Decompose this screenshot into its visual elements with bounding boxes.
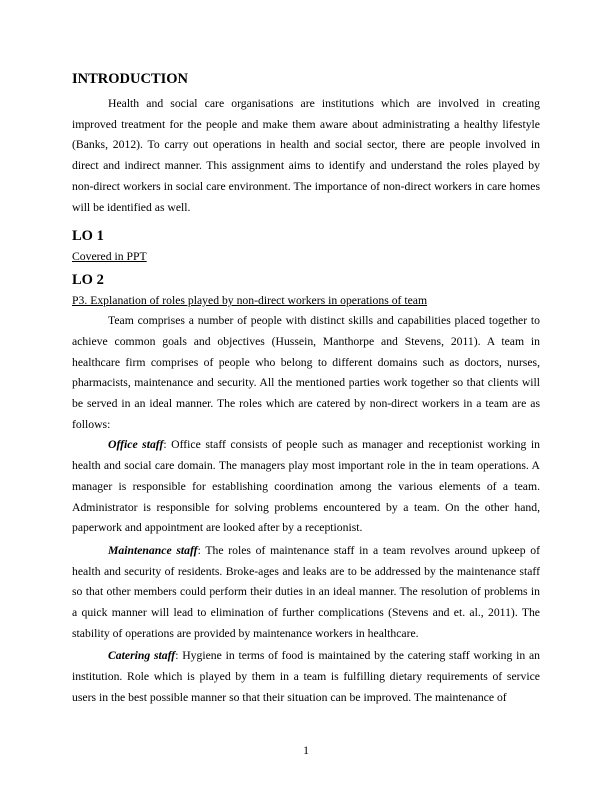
catering-staff-paragraph (72, 646, 540, 708)
office-staff-text: : Office staff consists of people such as manager and receptionist working in health and social care domain. The managers play most important role in the in team operations. A manager is responsible for establishing coordination among the various elements of a team. Administrator is responsible for solving problems encountered by a team. On the other hand, paperwork and appointment are looked after by a receptionist. (72, 438, 540, 535)
lo1-note: Covered in PPT (72, 250, 147, 264)
maintenance-staff-paragraph (72, 541, 540, 645)
lo2-heading: LO 2 (72, 272, 104, 289)
introduction-paragraph: Health and social care organisations are institutions which are involved in creating improved treatment for the people and make them aware about administrating a healthy lifestyle (Banks, 2012). To carry out operations in health and social sector, there are people involved in direct and indirect manner. This assignment aims to identify and understand the roles played by non-direct workers in social care environment. The importance of non-direct workers in care homes will be identified as well. (72, 97, 540, 214)
page-number: 1 (303, 744, 309, 757)
introduction-heading: INTRODUCTION (72, 71, 189, 87)
team-paragraph: Team comprises a number of people with distinct skills and capabilities placed together to achieve common goals and objectives (Hussein, Manthorpe and Stevens, 2011). A team in healthcare firm comprises of people who belong to different domains such as doctors, nurses, pharmacists, maintenance and security. All the mentioned parties work together so that clients will be served in an ideal manner. The roles which are catered by non-direct workers in a team are as follows: (72, 314, 540, 431)
document-page (72, 70, 540, 709)
p3-subheading: P3. Explanation of roles played by non-direct workers in operations of team (72, 294, 428, 308)
maintenance-staff-text: : The roles of maintenance staff in a team revolves around upkeep of health and security of residents. Broke-ages and leaks are to be addressed by the maintenance staff so that other members could perform their duties in an ideal manner. The resolution of problems in a quick manner will lead to elimination of further complications (Stevens and et. al., 2011). The stability of operations are provided by maintenance workers in healthcare. (72, 543, 540, 640)
office-staff-paragraph (72, 435, 540, 539)
lo1-heading: LO 1 (72, 228, 104, 245)
maintenance-staff-term: Maintenance staff (108, 543, 198, 557)
catering-staff-text: : Hygiene in terms of food is maintained by the catering staff working in an institution. Role which is played by them in a team is fulfilling dietary requirements of service users in the best possible manner so that their situation can be improved. The maintenance of (72, 649, 540, 704)
catering-staff-term: Catering staff (108, 649, 176, 663)
office-staff-term: Office staff (108, 438, 164, 452)
